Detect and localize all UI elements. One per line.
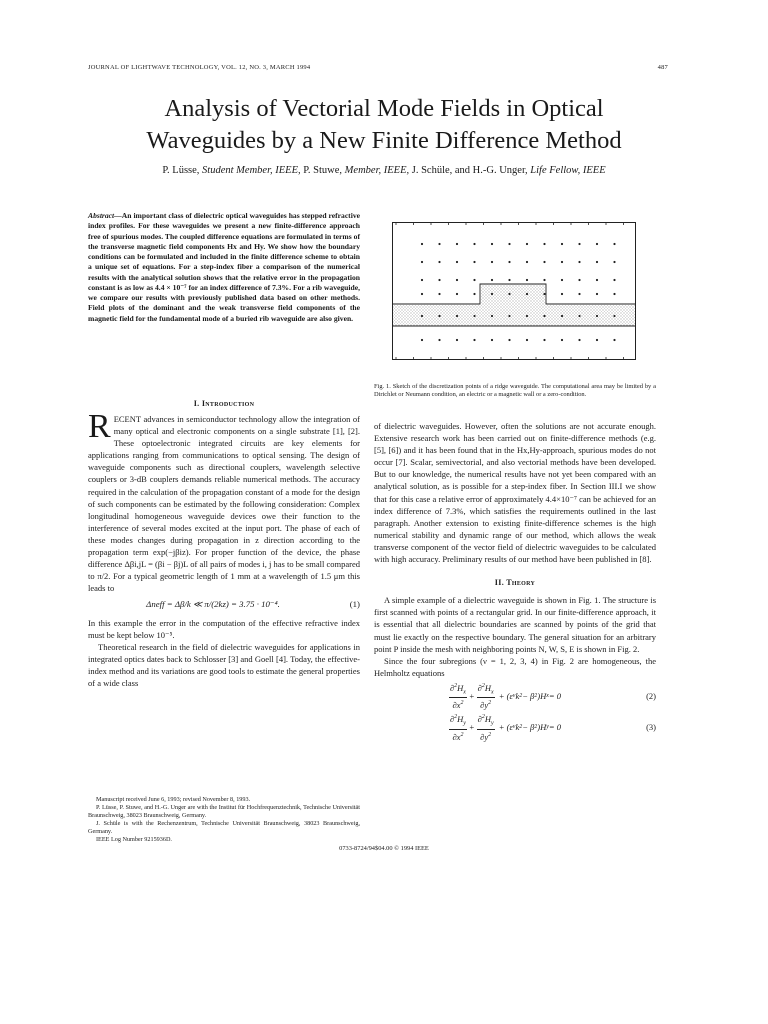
grid-point [543, 243, 545, 245]
equation-3-number: (3) [646, 721, 656, 732]
grid-point [508, 261, 510, 263]
author-1-role: Student Member, IEEE, [202, 165, 301, 176]
grid-point [526, 261, 528, 263]
equation-2-number: (2) [646, 690, 656, 701]
grid-point [561, 293, 563, 295]
grid-point [561, 279, 563, 281]
grid-point [421, 293, 423, 295]
theory-paragraph-1: A simple example of a dielectric waveguide is shown in Fig. 1. The structure is first scanned with points of a rectangular grid. In our finite-difference approach, it is essential that all dielectric boundaries are scanned by points of the grid that must lie exactly on the respective boundary. The general situation for an arbitrary point P inside the mesh with neighboring points N, W, S, E is shown in Fig. 2. [374, 595, 656, 654]
intro-heading: I. Introduction [193, 399, 255, 408]
grid-point [613, 339, 615, 341]
grid-point [491, 243, 493, 245]
equation-1-body: Δneff = Δβ/k ≪ π/(2kz) = 3.75 · 10⁻⁴. [146, 599, 280, 610]
grid-point [438, 243, 440, 245]
abstract-text: An important class of dielectric optical waveguides has stepped refractive index profiles. For these waveguides we present a new finite-difference approach free of spurious modes. The coupled difference equations are formulated in terms of the transverse magnetic field components Hx and Hy. We show how the boundary conditions can be formulated and included in the finite difference scheme to obtain a unique set of equations. For a step-index fiber a comparison of the numerical results with the analytical solution shows that the relative error in the propagation constant is as low as 4.4 × 10⁻⁷ for an index difference of 7.3%. For a rib waveguide, we compare our results with previously published data based on other methods. Field plots of the dominant and the weak transverse field components of the magnetic field for the fundamental mode of a buried rib waveguide are also given. [88, 211, 360, 323]
grid-point [596, 339, 598, 341]
footnotes [88, 796, 360, 845]
grid-point [543, 279, 545, 281]
grid-point [543, 315, 545, 317]
intro-paragraph-1: ECENT advances in semiconductor technology allow the integration of many optical and electronic components on a single substrate [1], [2]. These optoelectronic integrated circuits are key elements for applications ranging from communications to optical sensing. The design of waveguide components such as directional couplers, wavelength selective couplers or 3-dB couplers demands reliable numerical methods. The accuracy required in the calculation of the propagation constant of a mode for the design of such components can be estimated by the following consideration: Complex longitudinal homogeneous waveguide devices owe their function to the interference of several modes excited at the input port. The phase of each of these modes changes during propagation in z direction according to the propagation term exp(−jβiz). For proper function of the device, the phase difference Δβi,jL = (βi − βj)L of all pairs of modes i, j has to be small compared to π/2. For a typical geometric length of 1 mm at a wavelength of 1.5 μm this leads to [88, 414, 360, 594]
grid-point [613, 279, 615, 281]
theory-heading: II. Theory [494, 578, 536, 588]
grid-point [561, 315, 563, 317]
intro-paragraph-3: Theoretical research in the field of dielectric waveguides for applications in integrated optics dates back to Schlosser [3] and Goell [4]. Today, the effective-index method and its variations are good tools to estimate the general properties of a wide class [88, 641, 360, 688]
grid-point [508, 279, 510, 281]
copyright-line: 0733-8724/94$04.00 © 1994 IEEE [339, 845, 429, 852]
grid-point [438, 315, 440, 317]
grid-point [438, 261, 440, 263]
paper-title [60, 93, 708, 157]
grid-point [596, 279, 598, 281]
grid-point [526, 279, 528, 281]
grid-point [491, 293, 493, 295]
grid-point [578, 279, 580, 281]
grid-point [473, 243, 475, 245]
equation-1-number: (1) [349, 599, 360, 610]
right-column-body [374, 420, 656, 744]
grid-point [526, 293, 528, 295]
grid-point [508, 243, 510, 245]
grid-point [456, 339, 458, 341]
equation-1 [88, 598, 360, 610]
grid-point [421, 261, 423, 263]
grid-point [526, 315, 528, 317]
author-list [40, 165, 728, 176]
grid-point [438, 279, 440, 281]
grid-point [456, 279, 458, 281]
grid-point [491, 315, 493, 317]
grid-point [421, 315, 423, 317]
grid-point [613, 243, 615, 245]
abstract [88, 211, 360, 324]
grid-point [508, 315, 510, 317]
grid-point [596, 243, 598, 245]
drop-cap: R [88, 408, 111, 445]
grid-point [613, 293, 615, 295]
grid-point [421, 279, 423, 281]
grid-point [561, 261, 563, 263]
right-paragraph-1: of dielectric waveguides. However, often the solutions are not accurate enough. Extensive research work has been carried out on finite-difference methods (e.g. [5], [6]) and it has been found that in the Hx,Hy-approach, spurious modes do not occur [7]. Scalar, semivectorial, and also vectorial methods have been developed. But to our knowledge, the numerical results have not yet been compared with an analytical solution, as is possible for a step-index fiber. In Section III.I we show that for this case a relative error of approximately 4.4×10⁻⁷ can be achieved for an index difference of 7.3%, which satisfies the requirements outlined in the last paragraph. Another extension to existing finite-difference schemes is the high numerical stability and dynamic range of our method, which allows the weak transverse component of the vector field of dielectric waveguides to be calculated with high accuracy. Preliminary results of our method have been published in [8]. [374, 421, 656, 565]
figure-1-discretization-grid [392, 222, 636, 360]
page-number: 487 [657, 64, 668, 71]
grid-point [473, 339, 475, 341]
abstract-label: Abstract— [88, 211, 122, 220]
grid-point [456, 293, 458, 295]
grid-point [578, 339, 580, 341]
grid-point [438, 339, 440, 341]
grid-point [596, 315, 598, 317]
footnote-affiliation-1: P. Lüsse, P. Stuwe, and H.-G. Unger are with the Institut für Hochfrequenztechnik, Technische Universität Braunschweig, 38023 Braunschweig, Germany. [88, 804, 360, 820]
title-line-2: Waveguides by a New Finite Difference Method [146, 127, 622, 154]
grid-point [578, 293, 580, 295]
equation-3: $\frac{\partial^2H_y}{\partial x^2}$ + $\frac{\partial^2H_y}{\partial y^2}$ + (ε ν k 2 − β 2 )H y = 0 (3) [449, 714, 656, 742]
grid-point [578, 315, 580, 317]
grid-point [421, 339, 423, 341]
title-line-1: Analysis of Vectorial Mode Fields in Optical [164, 95, 604, 122]
grid-point [526, 243, 528, 245]
grid-point [421, 243, 423, 245]
figure-1-caption: Fig. 1. Sketch of the discretization points of a ridge waveguide. The computational area may be limited by a Dirichlet or Neumann condition, an electric or a magnetic wall or a zero-condition. [374, 383, 656, 399]
grid-point [508, 339, 510, 341]
grid-point [613, 261, 615, 263]
grid-point [491, 279, 493, 281]
grid-point [578, 243, 580, 245]
grid-point [561, 243, 563, 245]
grid-point [473, 279, 475, 281]
equation-2: $\frac{\partial^2H_x}{\partial x^2}$ + $\frac{\partial^2H_x}{\partial y^2}$ + (ε ν k 2 − β 2 )H x = 0 (2) [449, 682, 656, 711]
author-3-role: Life Fellow, IEEE [530, 165, 606, 176]
intro-section [88, 408, 360, 689]
author-2-role: Member, IEEE, [344, 165, 410, 176]
footnote-affiliation-2: J. Schüle is with the Rechenzentrum, Technische Universität Braunschweig, 38023 Braunschweig, Germany. [88, 820, 360, 836]
grid-point [473, 261, 475, 263]
grid-point [543, 339, 545, 341]
grid-point [456, 261, 458, 263]
footnote-log-number: IEEE Log Number 9215936D. [96, 836, 172, 844]
substrate-region [392, 304, 636, 326]
grid-point [508, 293, 510, 295]
grid-point [438, 293, 440, 295]
grid-point [578, 261, 580, 263]
grid-point [456, 315, 458, 317]
running-head: JOURNAL OF LIGHTWAVE TECHNOLOGY, VOL. 12, NO. 3, MARCH 1994 [88, 64, 311, 71]
author-3: J. Schüle, and H.-G. Unger, [411, 165, 528, 176]
grid-point [596, 261, 598, 263]
author-1: P. Lüsse, [162, 165, 200, 176]
grid-point [596, 293, 598, 295]
author-2: P. Stuwe, [303, 165, 343, 176]
grid-point [491, 261, 493, 263]
theory-paragraph-2: Since the four subregions (ν = 1, 2, 3, 4) in Fig. 2 are homogeneous, the Helmholtz equations [374, 655, 656, 678]
footnote-received: Manuscript received June 6, 1993; revised November 8, 1993. [96, 796, 251, 803]
grid-point [526, 339, 528, 341]
grid-point [561, 339, 563, 341]
grid-point [491, 339, 493, 341]
grid-point [473, 293, 475, 295]
grid-point [613, 315, 615, 317]
grid-point [543, 293, 545, 295]
intro-paragraph-2: In this example the error in the computation of the effective refractive index must be kept below 10⁻⁵. [88, 617, 360, 640]
grid-point [456, 243, 458, 245]
grid-point [543, 261, 545, 263]
rib-region [480, 284, 546, 304]
grid-point [473, 315, 475, 317]
